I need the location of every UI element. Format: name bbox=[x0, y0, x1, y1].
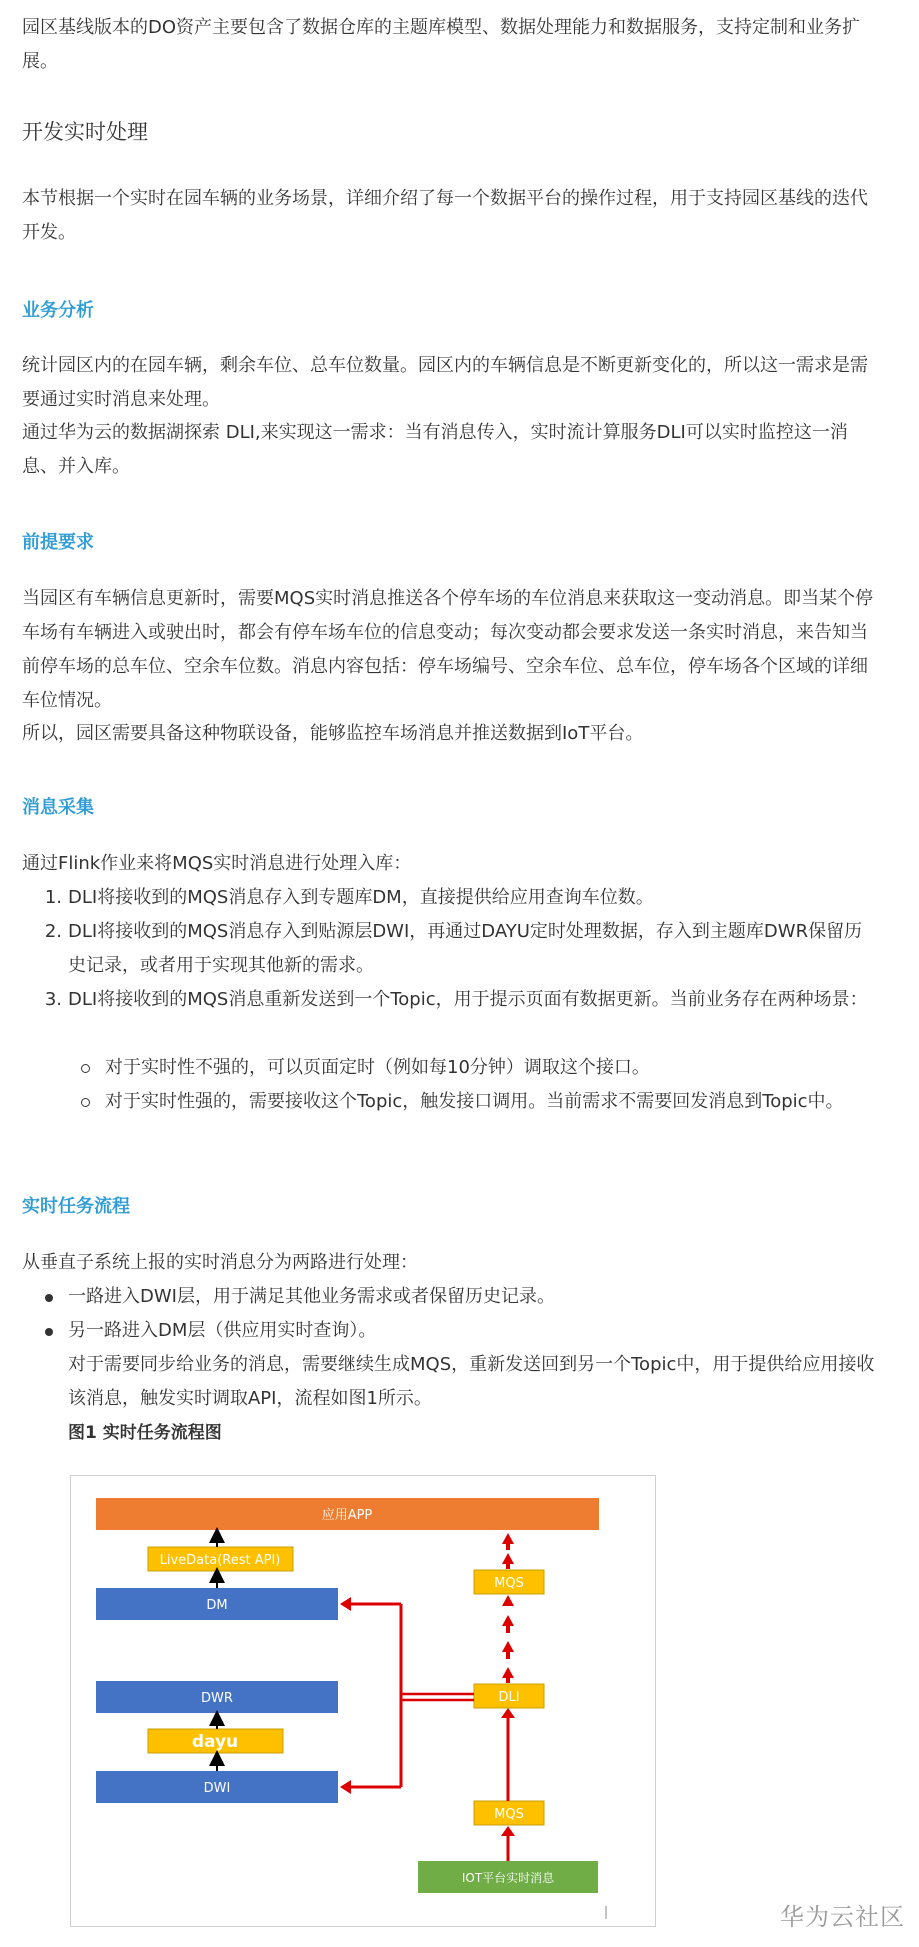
mqs-top-label: MQS bbox=[494, 1576, 524, 1591]
dwr-label: DWR bbox=[201, 1691, 233, 1706]
ordered-item-number: 1. bbox=[44, 887, 62, 908]
dwi-label: DWI bbox=[203, 1781, 231, 1796]
circle-bullet-icon bbox=[81, 1098, 90, 1107]
ordered-item-number: 2. bbox=[44, 921, 62, 942]
arrow-mqs-dli-head bbox=[501, 1708, 515, 1718]
arrow-iot-mqs-head bbox=[501, 1826, 515, 1836]
figure-title: 图1 实时任务流程图 bbox=[68, 1423, 222, 1443]
business-heading: 业务分析 bbox=[22, 300, 94, 321]
ordered-item-text: DLI将接收到的MQS消息存入到贴源层DWI，再通过DAYU定时处理数据，存入到主题库DWR保留历史记录，或者用于实现其他新的需求。 bbox=[68, 921, 863, 976]
ordered-item-number: 3. bbox=[44, 989, 62, 1010]
ordered-item-1 bbox=[44, 881, 878, 915]
ordered-item-text: DLI将接收到的MQS消息存入到专题库DM，直接提供给应用查询车位数。 bbox=[68, 887, 654, 908]
dayu-label: dayu bbox=[191, 1732, 239, 1752]
business-paragraph-1: 统计园区内的在园车辆，剩余车位、总车位数量。园区内的车辆信息是不断更新变化的，所以这一需求是需要通过实时消息来处理。 bbox=[22, 355, 868, 410]
section-description: 本节根据一个实时在园车辆的业务场景，详细介绍了每一个数据平台的操作过程，用于支持园区基线的迭代开发。 bbox=[22, 188, 868, 243]
ordered-item-2 bbox=[44, 915, 878, 983]
livedata-label: LiveData(Rest API) bbox=[159, 1553, 281, 1568]
prereq-paragraph-2: 所以，园区需要具备这种物联设备，能够监控车场消息并推送数据到IoT平台。 bbox=[22, 723, 644, 744]
bullet-item-2 bbox=[68, 1314, 878, 1348]
arrow-to-dm-head bbox=[340, 1597, 351, 1611]
bullet-continuation: 对于需要同步给业务的消息，需要继续生成MQS，重新发送回到另一个Topic中，用于提供给应用接收该消息，触发实时调取API，流程如图1所示。 bbox=[68, 1354, 875, 1409]
intro-paragraph: 园区基线版本的DO资产主要包含了数据仓库的主题库模型、数据处理能力和数据服务，支持定制和业务扩展。 bbox=[22, 17, 861, 72]
bullet-text: 一路进入DWI层，用于满足其他业务需求或者保留历史记录。 bbox=[68, 1286, 555, 1307]
dm-label: DM bbox=[206, 1598, 228, 1613]
sub-bullet-item-1 bbox=[105, 1051, 878, 1085]
dot-bullet-icon bbox=[45, 1328, 53, 1336]
flow-diagram-figure bbox=[70, 1475, 656, 1927]
prereq-paragraph-1: 当园区有车辆信息更新时，需要MQS实时消息推送各个停车场的车位消息来获取这一变动消息。即当某个停车场有车辆进入或驶出时，都会有停车场车位的信息变动；每次变动都会要求发送一条实时消息，来告知当前停车场的总车位、空余车位数。消息内容包括：停车场编号、空余车位、总车位，停车场各个区域的详细车位情况。 bbox=[22, 588, 874, 711]
dashed-arrows-mqs-app bbox=[502, 1533, 514, 1569]
business-paragraph-2: 通过华为云的数据湖探索 DLI,来实现这一需求：当有消息传入，实时流计算服务DLI可以实时监控这一消息、并入库。 bbox=[22, 422, 848, 477]
prereq-heading: 前提要求 bbox=[22, 532, 94, 553]
ordered-item-text: DLI将接收到的MQS消息重新发送到一个Topic，用于提示页面有数据更新。当前业务存在两种场景： bbox=[68, 989, 868, 1010]
bullet-text: 另一路进入DM层（供应用实时查询）。 bbox=[68, 1320, 377, 1341]
bullet-item-1 bbox=[68, 1280, 878, 1314]
flow-intro: 从垂直子系统上报的实时消息分为两路进行处理： bbox=[22, 1252, 418, 1273]
sub-bullet-text: 对于实时性不强的，可以页面定时（例如每10分钟）调取这个接口。 bbox=[105, 1057, 650, 1078]
flow-heading: 实时任务流程 bbox=[22, 1196, 130, 1217]
ordered-item-3 bbox=[44, 983, 878, 1017]
watermark: 华为云社区 bbox=[780, 1903, 905, 1931]
sub-bullet-text: 对于实时性强的，需要接收这个Topic，触发接口调用。当前需求不需要回发消息到Topic中。 bbox=[105, 1091, 844, 1112]
dli-label: DLI bbox=[498, 1690, 520, 1705]
circle-bullet-icon bbox=[81, 1064, 90, 1073]
collect-intro: 通过Flink作业来将MQS实时消息进行处理入库： bbox=[22, 853, 412, 874]
mqs-bottom-label: MQS bbox=[494, 1807, 524, 1822]
flow-diagram-svg bbox=[71, 1476, 655, 1926]
app-label: 应用APP bbox=[321, 1508, 373, 1523]
collect-heading: 消息采集 bbox=[22, 797, 94, 818]
dot-bullet-icon bbox=[45, 1294, 53, 1302]
arrow-to-dwi-head bbox=[340, 1780, 351, 1794]
section-title: 开发实时处理 bbox=[22, 120, 148, 144]
sub-bullet-item-2 bbox=[105, 1085, 878, 1119]
dashed-arrows-dli-mqs bbox=[502, 1595, 514, 1683]
iot-label: IOT平台实时消息 bbox=[461, 1871, 555, 1885]
